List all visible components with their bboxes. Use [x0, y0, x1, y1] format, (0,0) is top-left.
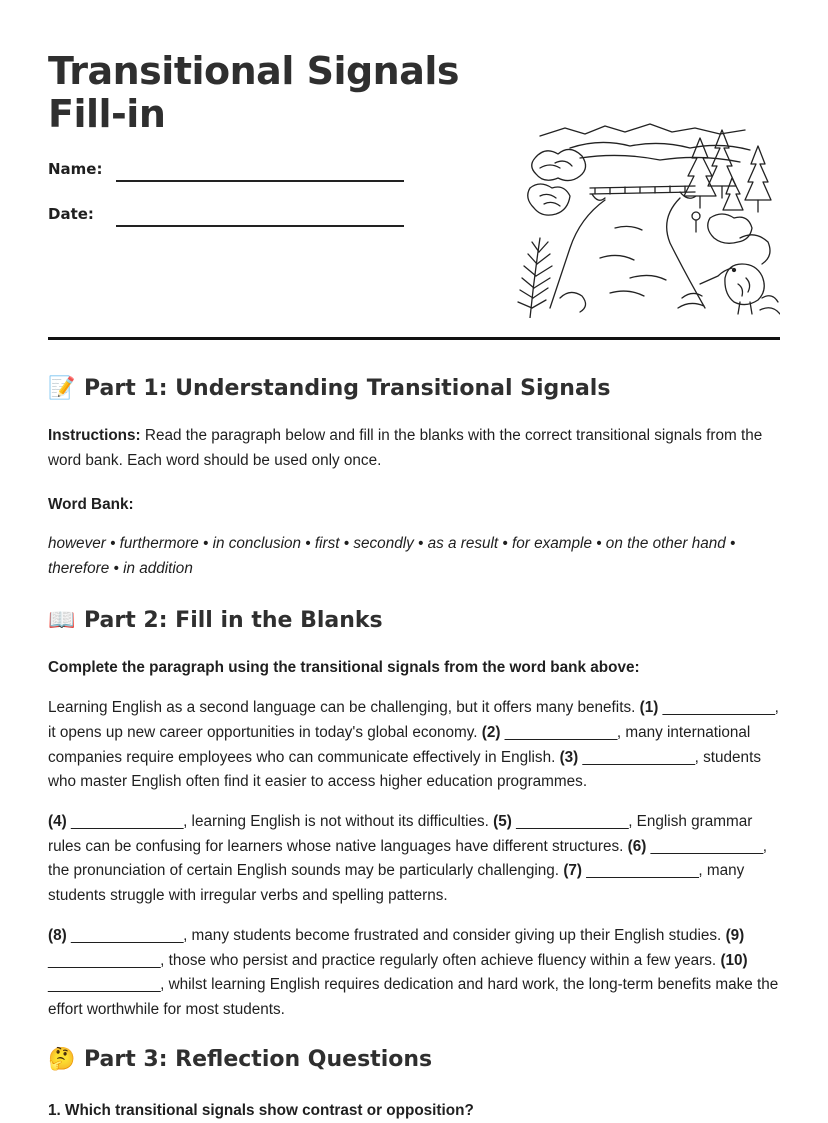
name-label: Name: [48, 160, 103, 178]
part2-instruction: Complete the paragraph using the transitional signals from the word bank above: [48, 658, 640, 676]
fill-in-blank[interactable]: ______________ [586, 862, 699, 880]
open-book-icon: 📖 [48, 607, 76, 633]
fill-in-blank[interactable]: ______________ [70, 926, 184, 944]
fill-in-blank[interactable]: ______________ [582, 748, 695, 766]
part2-heading-text: Part 2: Fill in the Blanks [84, 607, 383, 633]
blank-number: (7) [563, 862, 583, 880]
date-label: Date: [48, 205, 94, 223]
name-field[interactable] [116, 180, 404, 182]
blank-number: (8) [48, 926, 67, 944]
wordbank-label: Word Bank: [48, 496, 134, 514]
blank-number: (6) [627, 837, 647, 855]
part2-heading [48, 606, 780, 636]
header-divider [48, 337, 780, 340]
fill-in-blank[interactable]: ______________ [650, 837, 763, 855]
blank-number: (1) [639, 699, 659, 717]
part3-heading [48, 1045, 780, 1075]
landscape-illustration [510, 118, 780, 318]
fill-in-blank[interactable]: ______________ [48, 976, 161, 994]
worksheet-content [48, 368, 780, 1123]
page-title: Transitional Signals Fill-in [48, 49, 460, 136]
memo-icon: 📝 [48, 376, 76, 401]
blank-number: (3) [559, 748, 579, 766]
fill-in-blank[interactable]: ______________ [70, 813, 184, 831]
date-field[interactable] [116, 225, 404, 227]
instructions-text: Read the paragraph below and fill in the blanks with the correct transitional signals from the word bank. Each word should be used only once. [48, 427, 763, 469]
part3-heading-text: Part 3: Reflection Questions [84, 1046, 433, 1072]
fill-in-blank[interactable]: ______________ [504, 723, 617, 741]
wordbank-list: however • furthermore • in conclusion • first • secondly • as a result • for example • on the other hand • therefore • in addition [48, 535, 736, 577]
part1-heading [48, 374, 780, 404]
blank-number: (9) [725, 926, 745, 944]
paragraph-2: (4) ______________, learning English is not without its difficulties. (5) ______________, English grammar rules can be confusing for learners whose native languages have different structures. (6) ______________, the pronunciation of certain English sounds may be particularly challenging. (7) ______________, many students struggle with irregular verbs and spelling patterns. [48, 813, 767, 905]
fill-in-blank[interactable]: ______________ [662, 699, 775, 717]
instructions-label: Instructions: [48, 427, 141, 444]
blank-number: (2) [481, 723, 501, 741]
part1-heading-text: Part 1: Understanding Transitional Signals [84, 376, 611, 401]
thinking-face-icon: 🤔 [48, 1046, 76, 1072]
blank-number: (5) [493, 813, 512, 831]
paragraph-3: (8) ______________, many students become frustrated and consider giving up their English studies. (9) ______________, those who persist and practice regularly often achieve fluency within a few years. (10) ______________, whilst learning English requires dedication and hard work, the long-term benefits make the effort worthwhile for most students. [48, 926, 779, 1018]
fill-in-blank[interactable]: ______________ [516, 813, 629, 831]
fill-in-blank[interactable]: ______________ [48, 951, 161, 969]
reflection-question-1: 1. Which transitional signals show contrast or opposition? [48, 1101, 474, 1119]
blank-number: (4) [48, 813, 67, 831]
instructions [48, 424, 780, 473]
blank-number: (10) [720, 951, 748, 969]
paragraph-1: Learning English as a second language can be challenging, but it offers many benefits. (1) ______________, it opens up new career opportunities in today's global economy. (2) ______________, many international companies require employees who can communicate effectively in English. (3) ______________, students who master English often find it easier to access higher education programmes. [48, 699, 779, 791]
